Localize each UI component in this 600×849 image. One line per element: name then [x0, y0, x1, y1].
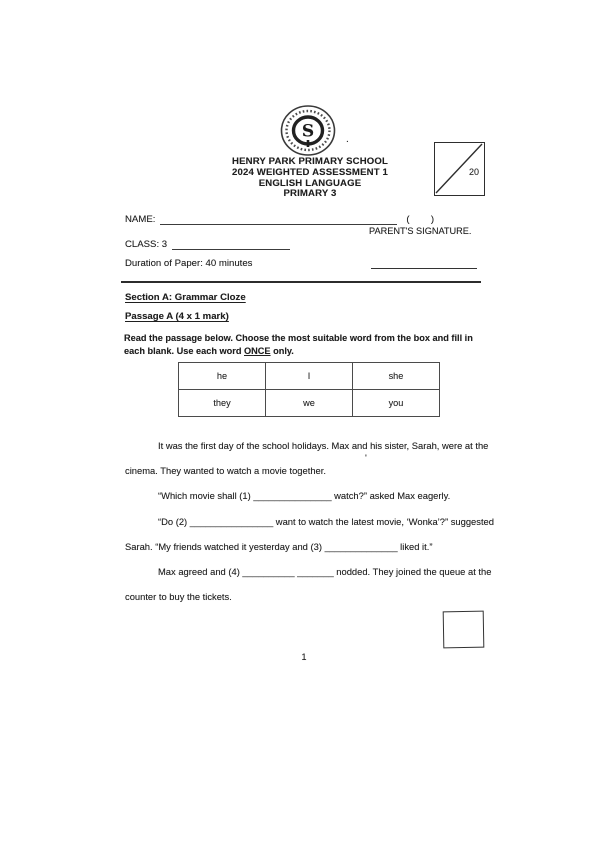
word-bank-table: [178, 362, 440, 417]
passage-line: It was the first day of the school holidays. Max and his sister, Sarah, were at the: [158, 440, 489, 451]
word-bank-row: [179, 390, 440, 417]
class-label: CLASS: 3: [125, 239, 168, 250]
header-title-block: [160, 157, 460, 200]
score-box: [434, 142, 485, 196]
name-row: [125, 214, 434, 225]
index-brackets: ( ): [406, 214, 435, 225]
instructions-text-end: only.: [270, 345, 294, 356]
name-label: NAME:: [125, 214, 156, 225]
word-cell: they: [179, 390, 266, 417]
class-blank-line: [172, 239, 290, 250]
assessment-title: 2024 WEIGHTED ASSESSMENT 1: [231, 166, 389, 178]
instructions-text: Read the passage below. Choose the most suitable word from the box and fill in each blank. Use each word: [124, 333, 473, 356]
passage-text: [125, 433, 494, 609]
duration-text: Duration of Paper: 40 minutes: [125, 258, 253, 269]
word-bank-row: [179, 363, 440, 390]
passage-line: Max agreed and (4) __________ _______ nodded. They joined the queue at the: [158, 565, 492, 577]
header-separator-line: [121, 281, 481, 283]
page-number: 1: [301, 652, 307, 662]
score-total: 20: [468, 167, 479, 177]
passage-line: cinema. They wanted to watch a movie together.: [125, 465, 326, 477]
section-title: Section A: Grammar Cloze: [125, 292, 246, 303]
passage-line: “Which movie shall (1) _______________ watch?” asked Max eagerly.: [158, 490, 451, 502]
subject-title: ENGLISH LANGUAGE: [258, 177, 362, 189]
word-cell: we: [266, 390, 353, 417]
instructions: [124, 332, 486, 357]
class-row: [125, 239, 290, 250]
school-crest-icon: [278, 104, 338, 157]
name-blank-line: [160, 214, 397, 225]
word-cell: I: [266, 363, 353, 390]
passage-line: Sarah. “My friends watched it yesterday and (3) ______________ liked it.”: [125, 540, 433, 552]
scan-speck: .: [346, 134, 349, 145]
instructions-emphasis: ONCE: [244, 345, 271, 356]
passage-line: counter to buy the tickets.: [125, 591, 232, 603]
svg-text:S: S: [301, 121, 315, 142]
parent-signature-label: PARENT'S SIGNATURE.: [369, 226, 472, 236]
parent-signature-line: [371, 268, 477, 269]
marks-box: [443, 611, 485, 649]
scan-speck: ': [365, 452, 367, 463]
word-cell: he: [179, 363, 266, 390]
level-title: PRIMARY 3: [283, 188, 337, 200]
word-cell: she: [353, 363, 440, 390]
school-name: HENRY PARK PRIMARY SCHOOL: [231, 156, 389, 167]
word-cell: you: [353, 390, 440, 417]
passage-line: “Do (2) ________________ want to watch the latest movie, ‘Wonka’?” suggested: [158, 515, 494, 527]
passage-title: Passage A (4 x 1 mark): [125, 311, 229, 322]
